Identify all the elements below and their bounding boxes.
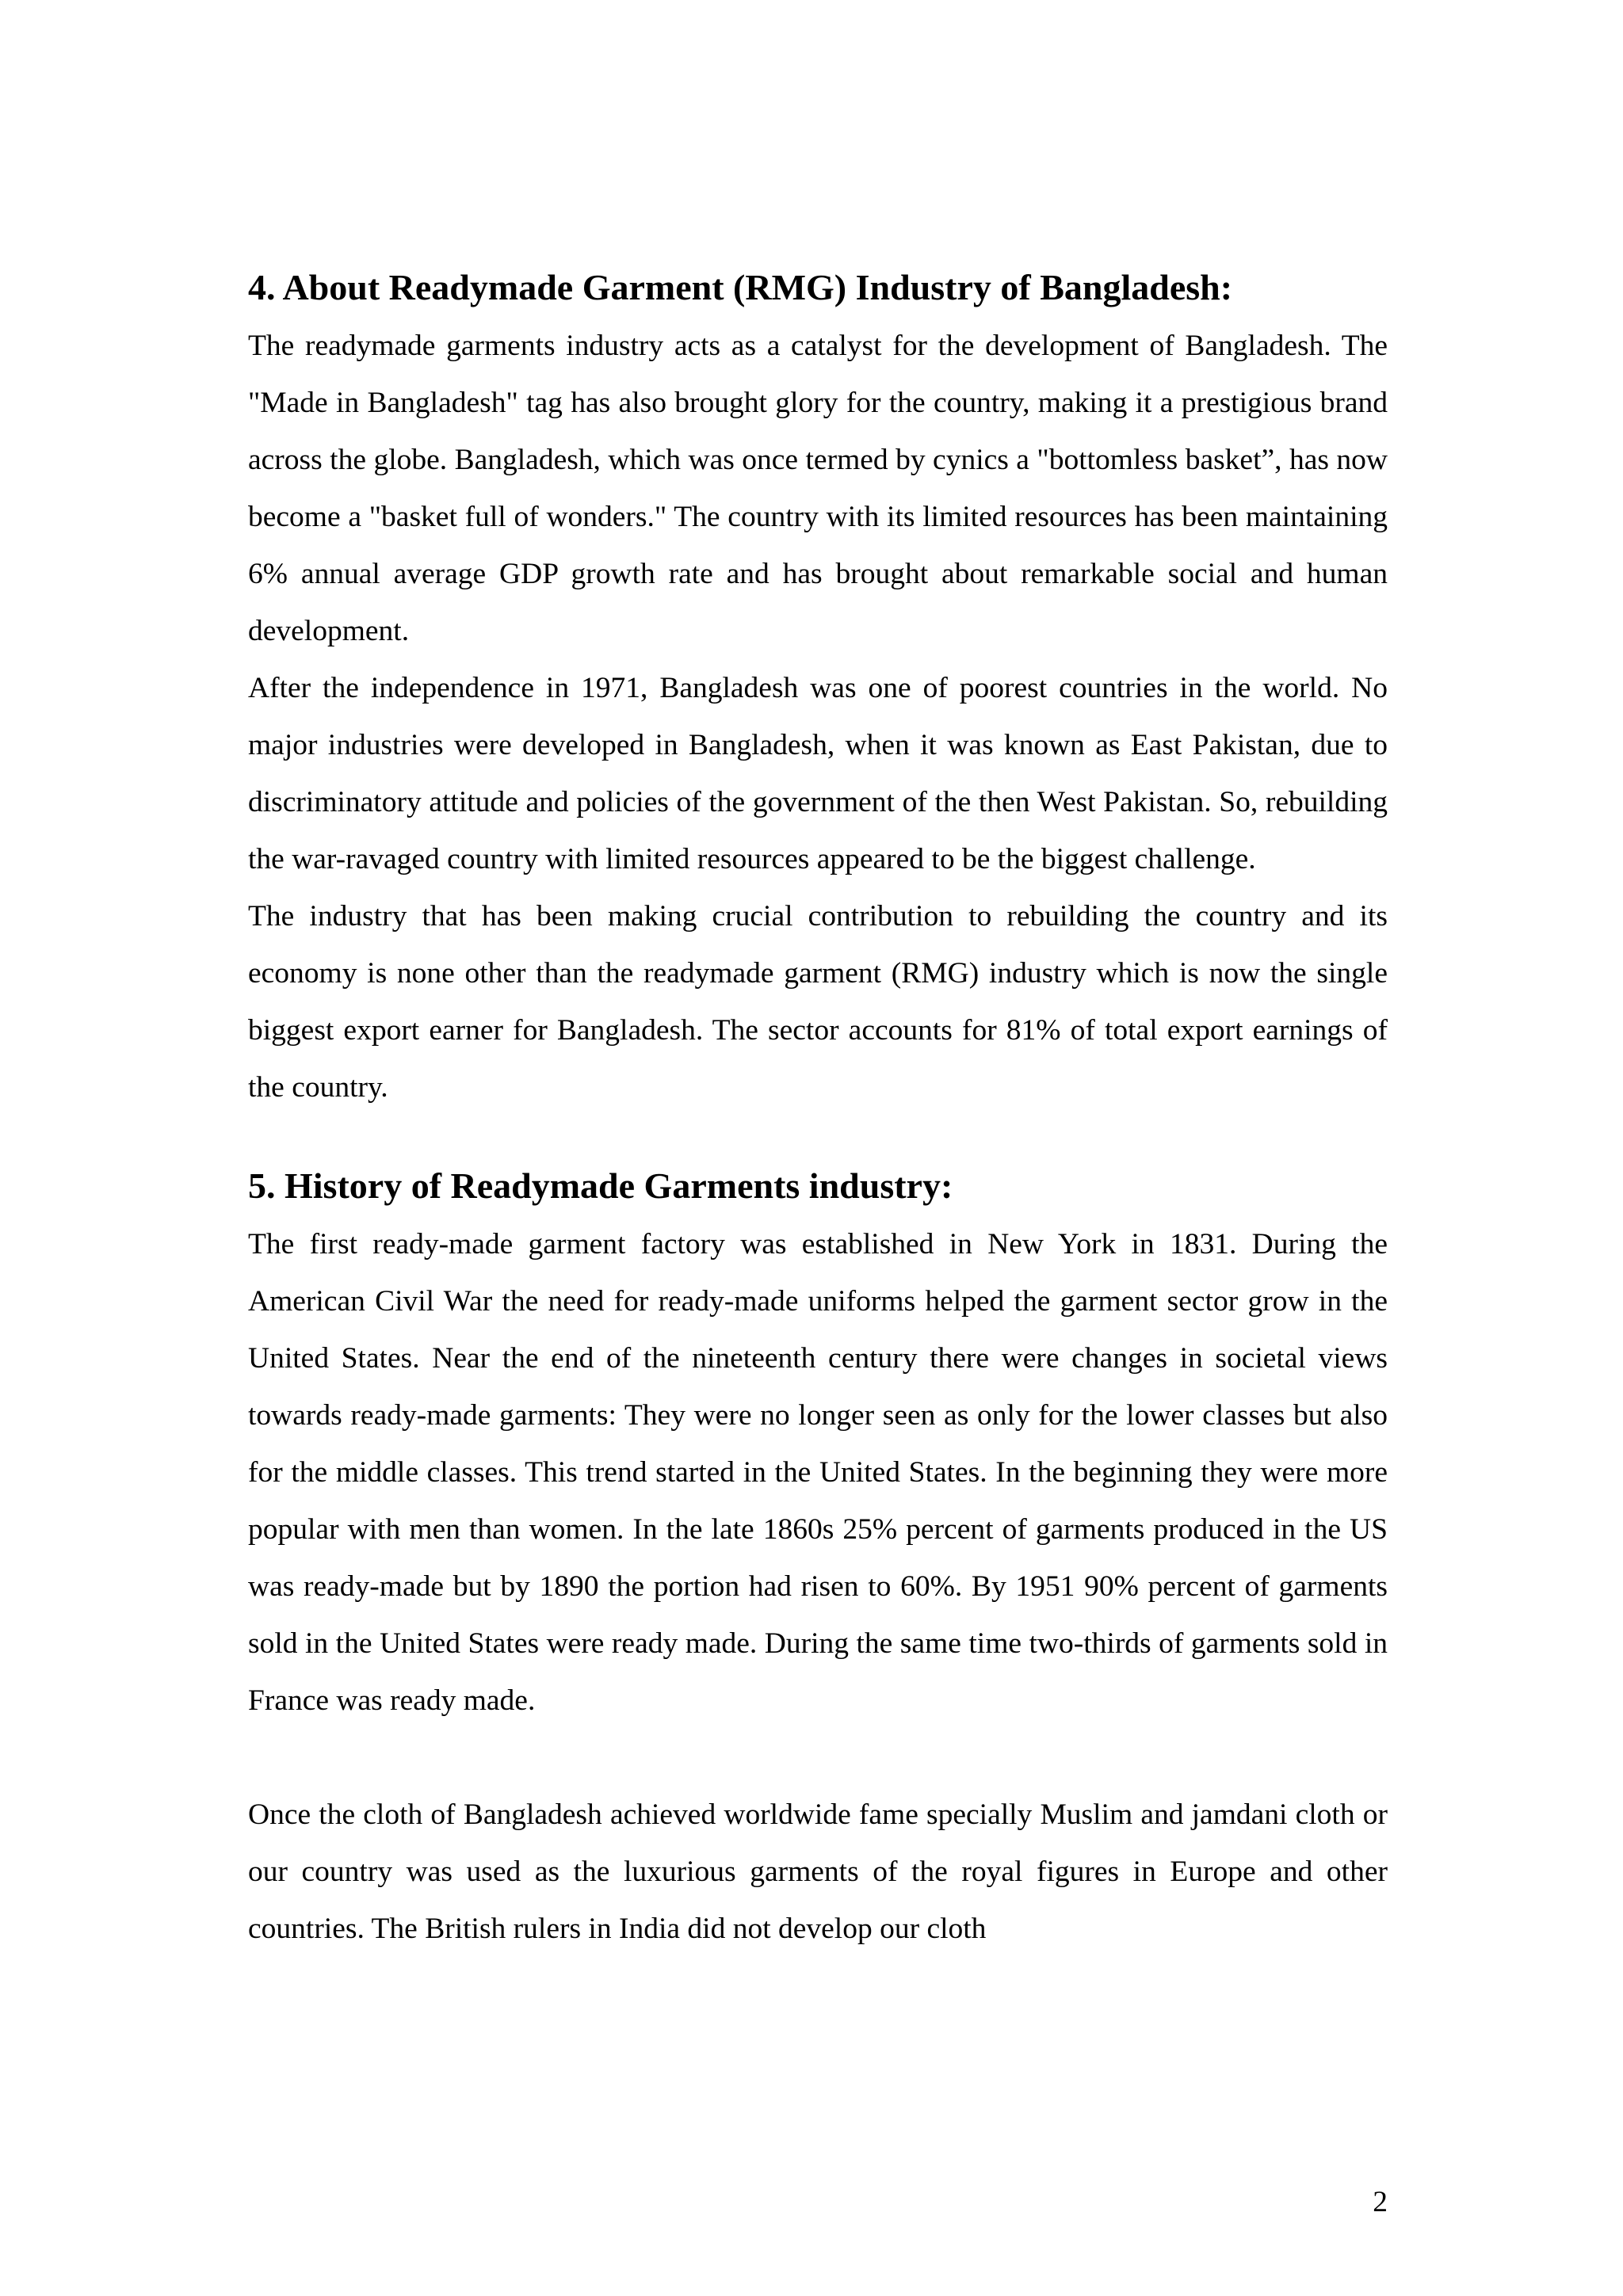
section-5-paragraph-1: The first ready-made garment factory was established in New York in 1831. During the American Civil War the need for ready-made uniforms helped the garment sector grow in the United States. Near the end of the nineteenth century there were changes in societal views towards ready-made garments: They were no longer seen as only for the lower classes but also for the middle classes. This trend started in the United States. In the beginning they were more popular with men than women. In the late 1860s 25% percent of garments produced in the US was ready-made but by 1890 the portion had risen to 60%. By 1951 90% percent of garments sold in the United States were ready made. During the same time two-thirds of garments sold in France was ready made. [248,1228,1388,1717]
section-4-paragraph-1: The readymade garments industry acts as a catalyst for the development of Bangladesh. The "Made in Bangladesh" tag has also brought glory for the country, making it a prestigious brand across the globe. Bangladesh, which was once termed by cynics a "bottomless basket”, has now become a "basket full of wonders." The country with its limited resources has been maintaining 6% annual average GDP growth rate and has brought about remarkable social and human development. [248,330,1388,647]
section-4-heading: 4. About Readymade Garment (RMG) Industry of Bangladesh: [248,267,1233,307]
paragraph-spacer [248,1730,1388,1787]
section-spacer [248,1116,1388,1156]
section-4-paragraph-3: The industry that has been making crucial contribution to rebuilding the country and its economy is none other than the readymade garment (RMG) industry which is now the single biggest export earner for Bangladesh. The sector accounts for 81% of total export earnings of the country. [248,900,1388,1104]
section-5-paragraph-2: Once the cloth of Bangladesh achieved worldwide fame specially Muslim and jamdani cloth or our country was used as the luxurious garments of the royal figures in Europe and other countries. The British rulers in India did not develop our cloth [248,1798,1388,1945]
page-number: 2 [1373,2186,1388,2218]
section-5-heading: 5. History of Readymade Garments industry: [248,1165,953,1206]
page-content [248,257,1388,1958]
section-4-paragraph-2: After the independence in 1971, Bangladesh was one of poorest countries in the world. No major industries were developed in Bangladesh, when it was known as East Pakistan, due to discriminatory attitude and policies of the government of the then West Pakistan. So, rebuilding the war-ravaged country with limited resources appeared to be the biggest challenge. [248,672,1388,875]
